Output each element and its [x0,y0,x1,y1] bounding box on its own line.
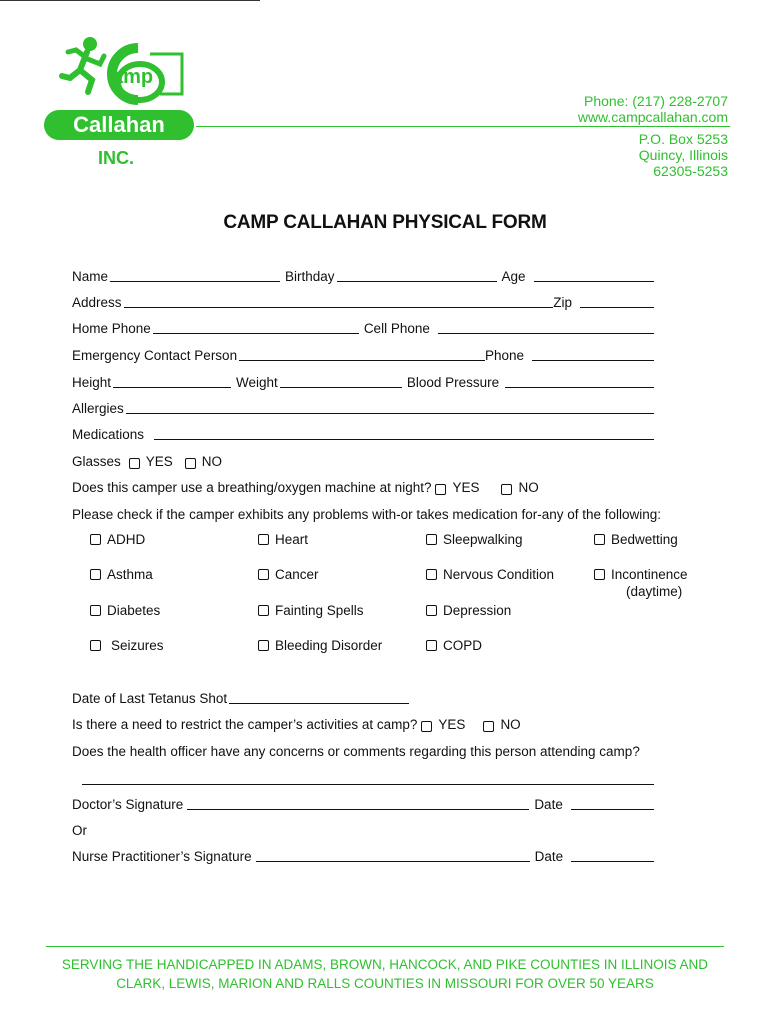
contact-website[interactable]: www.campcallahan.com [577,109,728,125]
tetanus-label: Date of Last Tetanus Shot [72,691,228,706]
logo-amp-text: amp [112,66,154,88]
np-date-field[interactable] [571,849,654,862]
health-officer-question: Does the health officer have any concerns or comments regarding this person attending camp? [72,744,640,759]
restrict-no-checkbox[interactable] [483,721,494,732]
conditions-prompt: Please check if the camper exhibits any problems with-or takes medication for-any of the following: [72,507,662,522]
name-field[interactable] [110,269,280,282]
row-np [72,846,654,864]
comments-field[interactable] [82,772,654,785]
form-title: CAMP CALLAHAN PHYSICAL FORM [223,212,547,233]
condition-nervous: Nervous Condition [424,567,554,582]
age-field[interactable] [534,269,654,282]
logo-callahan-text: Callahan [73,112,165,137]
footer-line-1: SERVING THE HANDICAPPED IN ADAMS, BROWN, HANCOCK, AND PIKE COUNTIES IN ILLINOIS AND [61,957,709,972]
restrict-question: Is there a need to restrict the camper’s activities at camp? [72,717,418,732]
name-label: Name [72,269,109,284]
birthday-label: Birthday [285,269,335,284]
condition-checkbox[interactable] [90,640,101,651]
contact-city: Quincy, Illinois [638,147,728,163]
allergies-field[interactable] [126,401,654,414]
condition-checkbox[interactable] [258,640,269,651]
doctor-signature-field[interactable] [187,797,529,810]
age-label: Age [501,269,526,284]
row-phones [72,318,654,336]
row-health-officer [72,741,712,759]
condition-copd: COPD [424,638,482,653]
condition-bleeding: Bleeding Disorder [256,638,382,653]
condition-checkbox[interactable] [426,605,437,616]
np-date-label: Date [534,849,564,864]
condition-checkbox[interactable] [594,569,605,580]
row-comments [82,767,654,785]
footer-line-2: CLARK, LEWIS, MARION AND RALLS COUNTIES IN MISSOURI FOR OVER 50 YEARS [116,976,654,991]
breathing-question: Does this camper use a breathing/oxygen machine at night? [72,480,432,495]
glasses-no-checkbox[interactable] [185,458,196,469]
restrict-yes-label: YES [438,717,466,732]
contact-zip: 62305-5253 [653,163,728,179]
doctor-date-label: Date [534,797,563,812]
condition-checkbox[interactable] [90,605,101,616]
emergency-phone-label: Phone [484,348,524,363]
breathing-no-label: NO [518,480,539,495]
row-tetanus [72,688,654,706]
glasses-yes-label: YES [145,454,173,469]
footer-rule [46,946,724,947]
top-rule [0,0,260,1]
condition-checkbox[interactable] [594,534,605,545]
header-rule [196,126,730,127]
condition-checkbox[interactable] [90,569,101,580]
restrict-no-label: NO [500,717,521,732]
condition-checkbox[interactable] [426,569,437,580]
glasses-label: Glasses [72,454,121,469]
condition-cancer: Cancer [256,567,319,582]
breathing-yes-label: YES [452,480,480,495]
glasses-yes-checkbox[interactable] [129,458,140,469]
row-restrict [72,714,654,732]
row-allergies [72,398,654,416]
address-label: Address [72,295,122,310]
blood-pressure-field[interactable] [505,375,654,388]
medications-field[interactable] [154,427,654,440]
condition-asthma: Asthma [88,567,153,582]
condition-checkbox[interactable] [426,534,437,545]
home-phone-field[interactable] [153,321,359,334]
condition-adhd: ADHD [88,532,145,547]
condition-checkbox[interactable] [426,640,437,651]
condition-checkbox[interactable] [258,569,269,580]
row-vitals [72,372,654,390]
zip-label: Zip [553,295,572,310]
contact-po-box: P.O. Box 5253 [638,131,728,147]
allergies-label: Allergies [72,401,124,416]
row-emergency [72,345,654,363]
condition-diabetes: Diabetes [88,603,160,618]
glasses-no-label: NO [201,454,223,469]
emergency-phone-field[interactable] [532,348,654,361]
condition-checkbox[interactable] [258,534,269,545]
cell-phone-label: Cell Phone [363,321,430,336]
row-doctor [72,794,654,812]
np-signature-field[interactable] [256,849,530,862]
row-glasses [72,451,654,469]
row-address [72,292,654,310]
blood-pressure-label: Blood Pressure [406,375,500,390]
birthday-field[interactable] [337,269,497,282]
camp-callahan-logo [40,30,200,175]
row-breathing [72,477,654,495]
condition-bedwetting: Bedwetting [592,532,678,547]
weight-label: Weight [236,375,278,390]
tetanus-field[interactable] [229,691,409,704]
row-or [72,820,654,838]
or-label: Or [72,823,87,838]
row-medications [72,424,654,442]
contact-phone: Phone: (217) 228-2707 [584,93,728,109]
condition-checkbox[interactable] [258,605,269,616]
row-conditions-prompt [72,504,712,522]
condition-heart: Heart [256,532,308,547]
breathing-no-checkbox[interactable] [501,484,512,495]
condition-sleepwalking: Sleepwalking [424,532,523,547]
emergency-contact-field[interactable] [239,348,485,361]
breathing-yes-checkbox[interactable] [435,484,446,495]
restrict-yes-checkbox[interactable] [421,721,432,732]
height-field[interactable] [113,375,231,388]
cell-phone-field[interactable] [438,321,654,334]
zip-field[interactable] [580,295,654,308]
row-name [72,266,654,284]
height-label: Height [72,375,112,390]
emergency-contact-label: Emergency Contact Person [72,348,238,363]
home-phone-label: Home Phone [72,321,151,336]
condition-seizures: Seizures [88,638,164,653]
address-field[interactable] [124,295,554,308]
weight-field[interactable] [280,375,402,388]
np-signature-label: Nurse Practitioner’s Signature [72,849,252,864]
incontinence-note: (daytime) [626,584,683,599]
medications-label: Medications [72,427,145,442]
condition-checkbox[interactable] [90,534,101,545]
doctor-signature-label: Doctor’s Signature [72,797,184,812]
doctor-date-field[interactable] [571,797,654,810]
condition-incontinence: Incontinence [592,567,688,582]
condition-fainting: Fainting Spells [256,603,364,618]
logo-inc-text: INC. [98,148,134,168]
condition-depression: Depression [424,603,511,618]
